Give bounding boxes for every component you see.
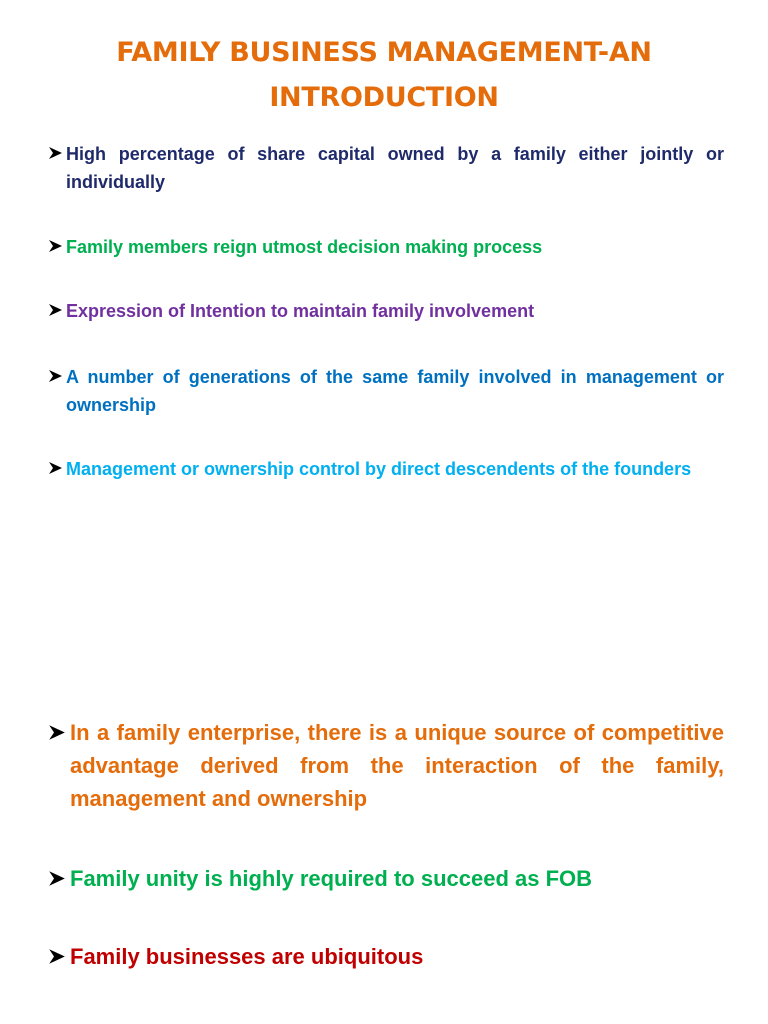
bullet-item: [48, 297, 724, 325]
bullet-item: [48, 455, 724, 483]
bullet-text: High percentage of share capital owned by a family either jointly or individually: [66, 144, 724, 192]
arrowhead-bullet-icon: [48, 461, 66, 475]
bullet-item: [48, 716, 724, 815]
arrowhead-bullet-icon: [48, 870, 70, 887]
bullet-text: Family members reign utmost decision making process: [66, 237, 543, 257]
bullet-text: Expression of Intention to maintain family involvement: [66, 301, 535, 321]
slide-2: [0, 690, 768, 1024]
bullet-item: [48, 940, 724, 973]
arrowhead-bullet-icon: [48, 303, 66, 317]
slide-title: FAMILY BUSINESS MANAGEMENT-AN INTRODUCTION: [116, 37, 652, 113]
arrowhead-bullet-icon: [48, 146, 66, 160]
bullet-item: [48, 363, 724, 419]
bullet-item: [48, 233, 724, 261]
bullet-text: A number of generations of the same family involved in management or ownership: [66, 367, 724, 415]
bullet-text: Management or ownership control by direct descendents of the founders: [66, 459, 692, 479]
bullet-text: Family businesses are ubiquitous: [70, 944, 424, 969]
arrowhead-bullet-icon: [48, 239, 66, 253]
bullet-text: Family unity is highly required to succeed as FOB: [70, 866, 593, 891]
arrowhead-bullet-icon: [48, 369, 66, 383]
bullet-item: [48, 140, 724, 196]
bullet-text: In a family enterprise, there is a unique source of competitive advantage derived from the interaction of the family, management and ownership: [70, 720, 724, 811]
arrowhead-bullet-icon: [48, 948, 70, 965]
bullet-item: [48, 862, 724, 895]
arrowhead-bullet-icon: [48, 724, 70, 741]
